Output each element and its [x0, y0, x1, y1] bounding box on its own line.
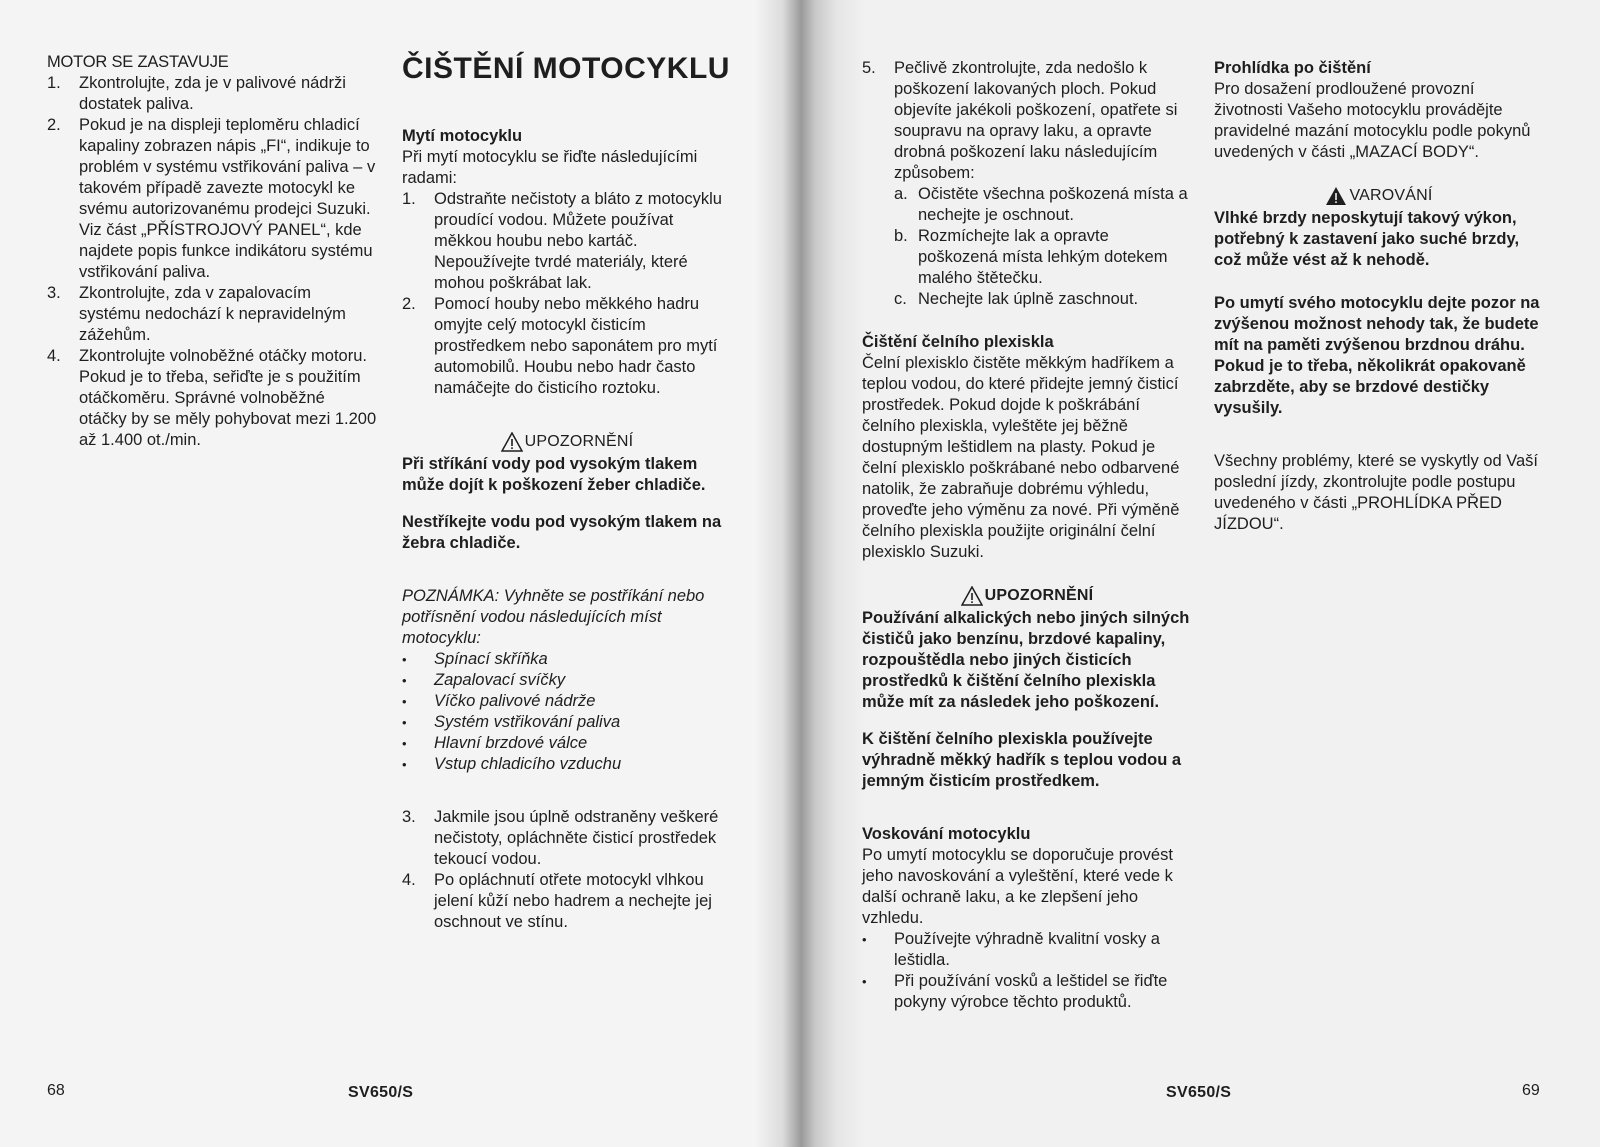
left-column-2 [402, 52, 732, 933]
list-item: 1. Zkontrolujte, zda je v palivové nádrži dostatek paliva. [47, 74, 346, 113]
list-item: 4. Zkontrolujte volnoběžné otáčky motoru. Pokud je to třeba, seřiďte je s použitím otáčkoměru. Správné volnoběžné otáčky by se měly pohybovat mezi 1.200 až 1.400 ot./min. [47, 347, 377, 449]
plexi-heading: Čištění čelního plexiskla [862, 333, 1054, 351]
wax-list [862, 929, 1192, 1013]
paint-step [862, 58, 1192, 184]
wax-text: Po umytí motocyklu se doporučuje provést jeho navoskování a vyleštění, které vede k další ochraně laku, a ke zlepšení jeho vzhledu. [862, 846, 1173, 927]
inspection-heading: Prohlídka po čištění [1214, 59, 1371, 77]
caution-text-1: Při stříkání vody pod vysokým tlakem může dojít k poškození žeber chladiče. [402, 455, 706, 494]
list-item: a. Očistěte všechna poškozená místa a nechejte je oschnout. [894, 185, 1188, 224]
list-item: • Při používání vosků a leštidel se řiďte pokyny výrobce těchto produktů. [862, 971, 1192, 1013]
motor-stalls-title: MOTOR SE ZASTAVUJE [47, 53, 229, 71]
list-item: c. Nechejte lak úplně zaschnout. [894, 290, 1139, 308]
caution-heading [402, 431, 732, 452]
list-item: 2. Pokud je na displeji teploměru chladicí kapaliny zobrazen nápis „FI“, indikuje to problém v systému vstřikování paliva – v takovém případě zavezte motocykl ke svému autorizovanému prodejci Suzuki. Viz část „PŘÍSTROJOVÝ PANEL“, kde najdete popis funkce indikátoru systému vstřikování paliva. [47, 116, 376, 281]
note-list [402, 649, 732, 775]
caution-label: UPOZORNĚNÍ [984, 587, 1094, 604]
caution-text-2: Nestříkejte vodu pod vysokým tlakem na žebra chladiče. [402, 513, 722, 552]
note-text: POZNÁMKA: Vyhněte se postříkání nebo potřísnění vodou následujících míst motocyklu: [402, 587, 705, 647]
model-footer-left: SV650/S [348, 1084, 414, 1101]
final-check-text: Všechny problémy, které se vyskytly od Vaší poslední jízdy, zkontrolujte podle postupu uvedeného v části „PROHLÍDKA PŘED JÍZDOU“. [1214, 452, 1539, 533]
page-number-right: 69 [1522, 1082, 1540, 1099]
caution-text-2: K čištění čelního plexiskla používejte výhradně měkký hadřík s teplou vodou a jemným čisticím prostředkem. [862, 730, 1182, 790]
warning-heading [1214, 185, 1544, 206]
cleaning-title: ČIŠTĚNÍ MOTOCYKLU [402, 52, 730, 85]
right-column-1 [862, 58, 1192, 1013]
list-item: 2. Pomocí houby nebo měkkého hadru omyjte celý motocykl čisticím prostředkem nebo saponátem pro mytí automobilů. Houbu nebo hadr často namáčejte do čisticího roztoku. [402, 295, 718, 397]
paint-substeps [862, 184, 1192, 310]
book-gutter [755, 0, 865, 1147]
list-item: 3. Jakmile jsou úplně odstraněny veškeré nečistoty, opláchněte čisticí prostředek tekoucí vodou. [402, 808, 719, 868]
list-item: b. Rozmíchejte lak a opravte poškozená místa lehkým dotekem malého štětečku. [894, 227, 1168, 287]
list-item: • Spínací skříňka [402, 649, 732, 670]
warning-text-2: Po umytí svého motocyklu dejte pozor na zvýšenou možnost nehody tak, že budete mít na paměti zvýšenou brzdnou dráhu. Pokud je to třeba, několikrát opakovaně zabrzděte, aby se brzdové destičky vysušily. [1214, 294, 1540, 417]
warning-triangle-icon [501, 432, 523, 452]
list-item: 3. Zkontrolujte, zda v zapalovacím systému nedochází k nepravidelným zážehům. [47, 284, 346, 344]
list-item: • Používejte výhradně kvalitní vosky a leštidla. [862, 929, 1192, 971]
warning-triangle-icon [1325, 186, 1347, 206]
list-item: • Víčko palivové nádrže [402, 691, 732, 712]
list-item: • Vstup chladicího vzduchu [402, 754, 732, 775]
caution-text-1: Používání alkalických nebo jiných silných čističů jako benzínu, brzdové kapaliny, rozpouštědla nebo jiných čisticích prostředků k čištění čelního plexiskla může mít za následek jeho poškození. [862, 609, 1190, 711]
page-number-left: 68 [47, 1082, 65, 1099]
model-footer-right: SV650/S [1166, 1084, 1232, 1101]
wash-heading: Mytí motocyklu [402, 127, 523, 145]
list-item: 1. Odstraňte nečistoty a bláto z motocyklu proudící vodou. Můžete používat měkkou houbu nebo kartáč. Nepoužívejte tvrdé materiály, které mohou poškrábat lak. [402, 190, 722, 292]
warning-triangle-icon [961, 586, 983, 606]
list-item: • Systém vstřikování paliva [402, 712, 732, 733]
motor-stalls-list [47, 73, 377, 451]
wash-intro: Při mytí motocyklu se řiďte následujícími radami: [402, 148, 698, 187]
caution-label: UPOZORNĚNÍ [524, 433, 634, 450]
wax-heading: Voskování motocyklu [862, 825, 1031, 843]
list-item: • Hlavní brzdové válce [402, 733, 732, 754]
warning-label: VAROVÁNÍ [1349, 187, 1433, 204]
caution-heading [862, 585, 1192, 606]
warning-text-1: Vlhké brzdy neposkytují takový výkon, potřebný k zastavení jako suché brzdy, což může vést až k nehodě. [1214, 209, 1520, 269]
plexi-text: Čelní plexisklo čistěte měkkým hadříkem a teplou vodou, do které přidejte jemný čisticí prostředek. Pokud dojde k poškrábání čelního plexiskla, vyleštěte jej běžně dostupným leštidlem na plasty. Pokud je čelní plexisklo poškrábané nebo odbarvené natolik, že zabraňuje dobrému výhledu, proveďte jeho výměnu za nové. Při výměně čelního plexiskla použijte originální čelní plexisklo Suzuki. [862, 354, 1180, 561]
wash-steps-a [402, 189, 732, 399]
wash-steps-b [402, 807, 732, 933]
right-column-2 [1214, 58, 1544, 535]
inspection-text: Pro dosažení prodloužené provozní životnosti Vašeho motocyklu provádějte pravidelné mazání motocyklu podle pokynů uvedených v části „MAZACÍ BODY“. [1214, 80, 1531, 161]
left-column-1 [47, 52, 377, 451]
list-item: 5. Pečlivě zkontrolujte, zda nedošlo k poškození lakovaných ploch. Pokud objevíte jakékoli poškození, opatřete si soupravu na opravy laku, a opravte drobná poškození laku následujícím způsobem: [862, 59, 1178, 182]
list-item: • Zapalovací svíčky [402, 670, 732, 691]
list-item: 4. Po opláchnutí otřete motocykl vlhkou jelení kůží nebo hadrem a nechejte jej oschnout ve stínu. [402, 871, 712, 931]
